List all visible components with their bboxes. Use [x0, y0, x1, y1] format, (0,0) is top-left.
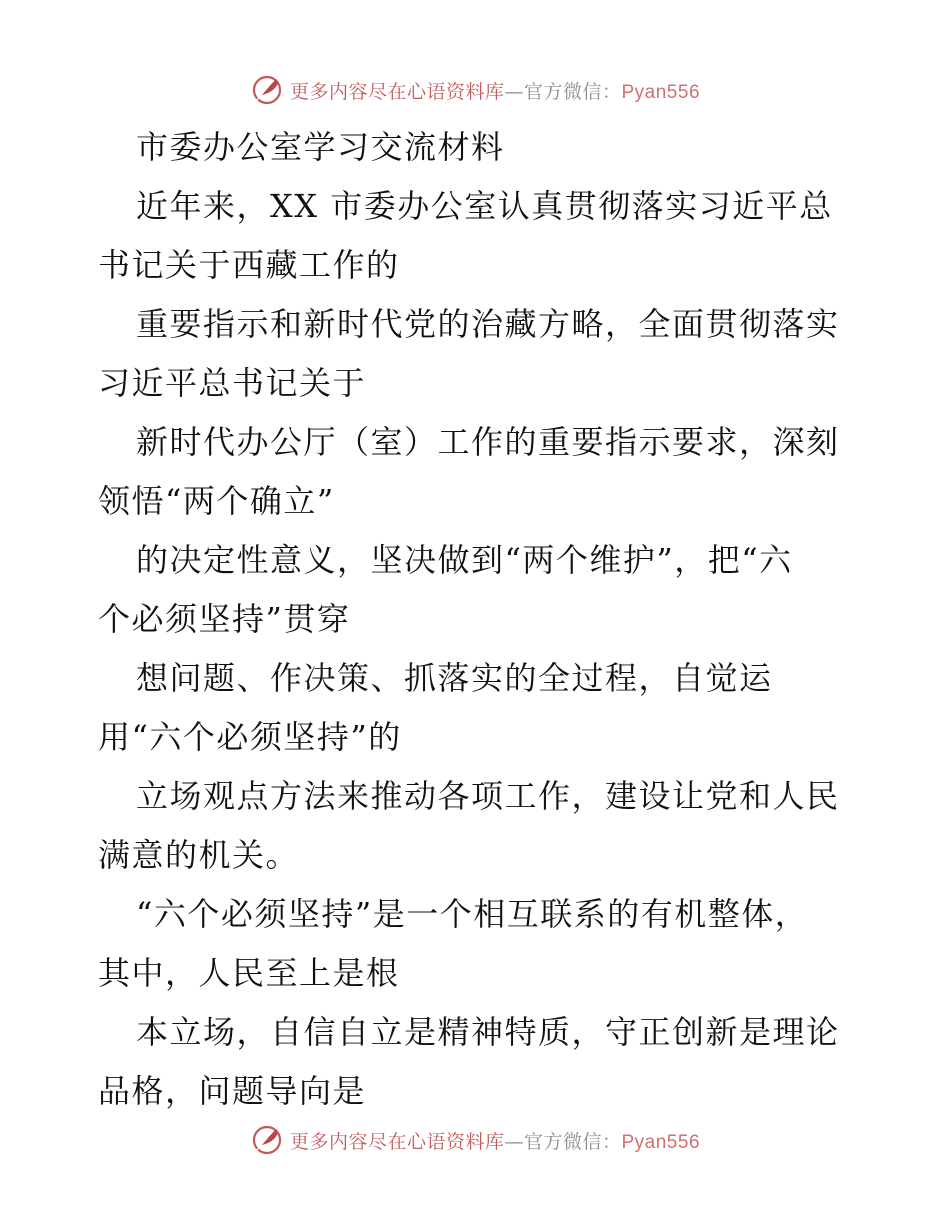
banner-dash: — — [504, 80, 524, 103]
banner-official-label: 官方微信： — [523, 80, 622, 103]
document-line: 想问题、作决策、抓落实的全过程，自觉运 — [136, 659, 773, 697]
document-line: 立场观点方法来推动各项工作，建设让党和人民 — [136, 777, 840, 815]
header-banner — [0, 70, 950, 110]
document-line: 近年来，XX 市委办公室认真贯彻落实习近平总 — [136, 187, 833, 225]
document-line: 其中，人民至上是根 — [98, 954, 400, 992]
document-line: 本立场，自信自立是精神特质，守正创新是理论 — [136, 1013, 840, 1051]
feather-quill-icon — [250, 73, 284, 107]
banner-site-name: 更多内容尽在心语资料库 — [289, 1130, 505, 1153]
document-line: 重要指示和新时代党的治藏方略，全面贯彻落实 — [136, 305, 840, 343]
banner-site-name: 更多内容尽在心语资料库 — [289, 80, 505, 103]
document-line: 用“六个必须坚持”的 — [98, 718, 402, 756]
document-line: 品格，问题导向是 — [98, 1072, 367, 1110]
document-line: 个必须坚持”贯穿 — [98, 600, 351, 638]
banner-handle: Pyan556 — [621, 1131, 701, 1153]
document-line: “六个必须坚持”是一个相互联系的有机整体， — [136, 895, 809, 933]
document-line: 满意的机关。 — [98, 836, 300, 874]
document-line: 领悟“两个确立” — [98, 482, 335, 520]
document-line: 习近平总书记关于 — [98, 364, 367, 402]
banner-text — [290, 1127, 700, 1154]
banner-handle: Pyan556 — [621, 81, 701, 103]
feather-quill-icon — [250, 1123, 284, 1157]
document-line: 书记关于西藏工作的 — [98, 246, 400, 284]
document-body — [98, 118, 858, 1121]
footer-banner — [0, 1120, 950, 1160]
document-line: 的决定性意义，坚决做到“两个维护”，把“六 — [136, 541, 793, 579]
document-line: 市委办公室学习交流材料 — [136, 128, 505, 166]
banner-dash: — — [504, 1130, 524, 1153]
banner-text — [290, 77, 700, 104]
document-line: 新时代办公厅（室）工作的重要指示要求，深刻 — [136, 423, 840, 461]
banner-official-label: 官方微信： — [523, 1130, 622, 1153]
